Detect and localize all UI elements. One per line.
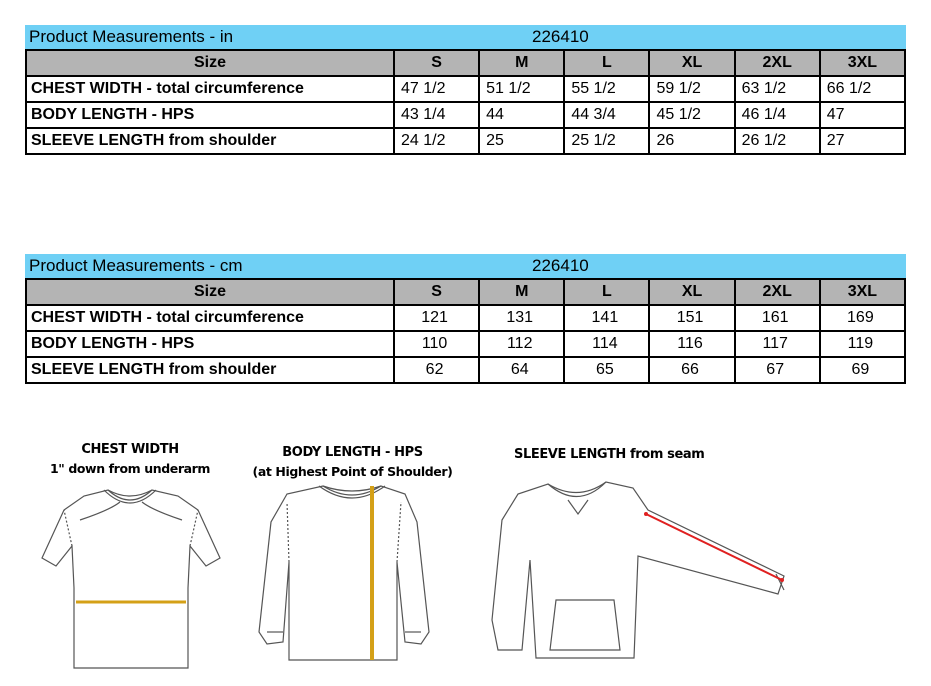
- cell-value: 116: [649, 331, 734, 357]
- size-s: S: [394, 50, 479, 76]
- cell-value: 161: [735, 305, 820, 331]
- row-label: BODY LENGTH - HPS: [26, 102, 394, 128]
- chest-width-caption: CHEST WIDTH: [81, 442, 179, 457]
- size-m: M: [479, 50, 564, 76]
- row-label: SLEEVE LENGTH from shoulder: [26, 128, 394, 154]
- row-label: BODY LENGTH - HPS: [26, 331, 394, 357]
- size-header: Size: [26, 50, 394, 76]
- body-length-caption: BODY LENGTH - HPS: [282, 445, 423, 460]
- tshirt-drawing: [20, 480, 240, 680]
- cell-value: 69: [820, 357, 905, 383]
- cell-value: 151: [649, 305, 734, 331]
- cell-value: 25: [479, 128, 564, 154]
- cell-value: 46 1/4: [735, 102, 820, 128]
- size-header: Size: [26, 279, 394, 305]
- inch-title-bar: [25, 25, 906, 49]
- cell-value: 112: [479, 331, 564, 357]
- size-2xl: 2XL: [735, 279, 820, 305]
- table-row: [26, 128, 905, 154]
- cell-value: 66 1/2: [820, 76, 905, 102]
- table-row: [26, 102, 905, 128]
- cm-header-row: [26, 279, 905, 305]
- cm-product-code: 226410: [532, 256, 589, 275]
- size-3xl: 3XL: [820, 50, 905, 76]
- body-length-illustration: [245, 440, 460, 680]
- cm-table-title: Product Measurements - cm: [29, 256, 243, 275]
- table-row: [26, 331, 905, 357]
- inch-product-code: 226410: [532, 27, 589, 46]
- cell-value: 43 1/4: [394, 102, 479, 128]
- cell-value: 141: [564, 305, 649, 331]
- cell-value: 47 1/2: [394, 76, 479, 102]
- cell-value: 27: [820, 128, 905, 154]
- cell-value: 63 1/2: [735, 76, 820, 102]
- hoodie-drawing: [488, 470, 808, 680]
- cell-value: 55 1/2: [564, 76, 649, 102]
- cell-value: 44: [479, 102, 564, 128]
- sleeve-length-caption: SLEEVE LENGTH from seam: [514, 447, 705, 462]
- cell-value: 110: [394, 331, 479, 357]
- size-m: M: [479, 279, 564, 305]
- table-row: [26, 76, 905, 102]
- size-3xl: 3XL: [820, 279, 905, 305]
- chest-width-subcaption: 1" down from underarm: [49, 461, 211, 476]
- size-xl: XL: [649, 279, 734, 305]
- cm-measurements-section: [25, 254, 906, 384]
- table-row: [26, 357, 905, 383]
- size-l: L: [564, 279, 649, 305]
- cell-value: 119: [820, 331, 905, 357]
- body-length-subcaption: (at Highest Point of Shoulder): [252, 464, 453, 479]
- row-label: SLEEVE LENGTH from shoulder: [26, 357, 394, 383]
- cell-value: 66: [649, 357, 734, 383]
- cell-value: 59 1/2: [649, 76, 734, 102]
- cell-value: 25 1/2: [564, 128, 649, 154]
- cell-value: 51 1/2: [479, 76, 564, 102]
- cell-value: 26: [649, 128, 734, 154]
- inch-header-row: [26, 50, 905, 76]
- cell-value: 44 3/4: [564, 102, 649, 128]
- inch-table: [25, 49, 906, 155]
- cell-value: 117: [735, 331, 820, 357]
- sleeve-length-illustration: [488, 442, 808, 680]
- inch-measurements-section: [25, 25, 906, 155]
- row-label: CHEST WIDTH - total circumference: [26, 76, 394, 102]
- cm-title-bar: [25, 254, 906, 278]
- cell-value: 26 1/2: [735, 128, 820, 154]
- cell-value: 114: [564, 331, 649, 357]
- cell-value: 47: [820, 102, 905, 128]
- size-xl: XL: [649, 50, 734, 76]
- cell-value: 121: [394, 305, 479, 331]
- cell-value: 24 1/2: [394, 128, 479, 154]
- size-l: L: [564, 50, 649, 76]
- cell-value: 169: [820, 305, 905, 331]
- cell-value: 67: [735, 357, 820, 383]
- cell-value: 45 1/2: [649, 102, 734, 128]
- cell-value: 64: [479, 357, 564, 383]
- size-2xl: 2XL: [735, 50, 820, 76]
- table-row: [26, 305, 905, 331]
- cell-value: 65: [564, 357, 649, 383]
- cell-value: 131: [479, 305, 564, 331]
- size-s: S: [394, 279, 479, 305]
- row-label: CHEST WIDTH - total circumference: [26, 305, 394, 331]
- cell-value: 62: [394, 357, 479, 383]
- inch-table-title: Product Measurements - in: [29, 27, 234, 46]
- cm-table: [25, 278, 906, 384]
- chest-width-illustration: [20, 440, 240, 680]
- longsleeve-drawing: [245, 482, 460, 682]
